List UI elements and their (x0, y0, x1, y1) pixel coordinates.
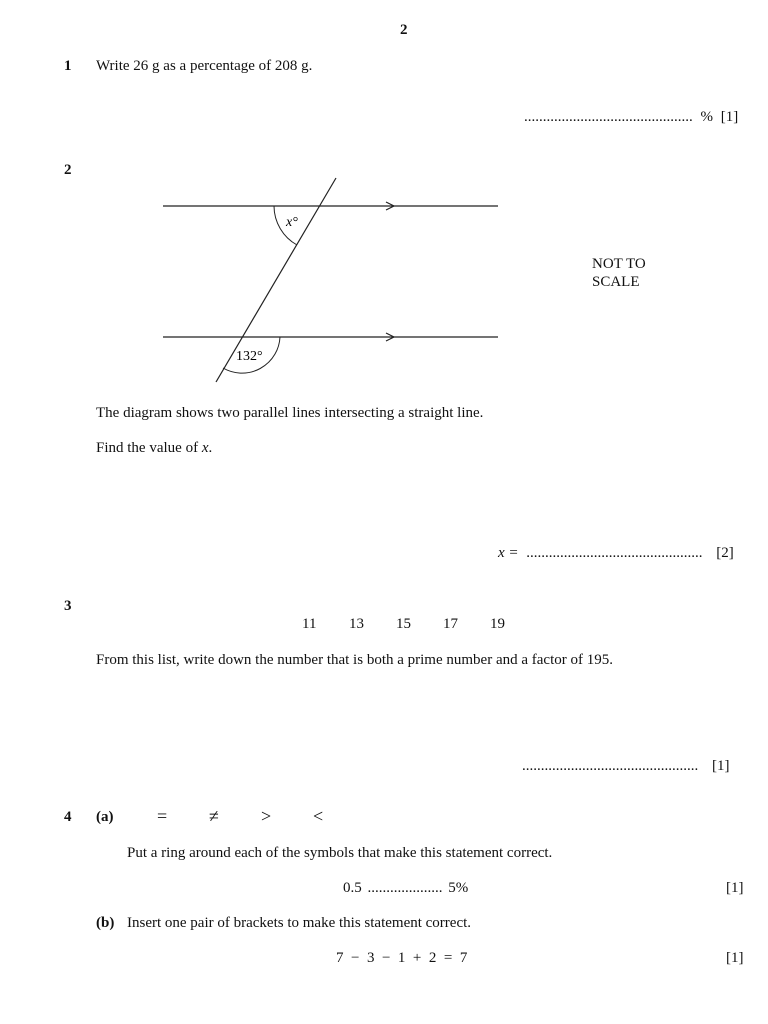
q1-text: Write 26 g as a percentage of 208 g. (96, 58, 313, 74)
q2-answer-line[interactable]: ............................................... (526, 545, 703, 561)
q4-number: 4 (64, 809, 72, 825)
q2-text2-var: x (201, 440, 209, 456)
q4b-statement: 7 − 3 − 1 + 2 = 7 (336, 950, 468, 966)
q3-answer-line[interactable]: ............................................... (522, 758, 699, 774)
q2-number: 2 (64, 162, 72, 178)
q4b-text: Insert one pair of brackets to make this statement correct. (127, 915, 472, 931)
parallel-lines-diagram (150, 170, 510, 390)
q3-number: 3 (64, 598, 72, 614)
not-to-scale-line1: NOT TO (592, 256, 646, 272)
q3-number-list (302, 616, 530, 633)
symbol-less-than[interactable]: < (313, 806, 324, 826)
q1-answer-line[interactable]: ............................................. (524, 109, 693, 125)
q3-list-item: 11 (302, 616, 317, 632)
q3-list-item: 15 (396, 616, 411, 632)
symbol-greater-than[interactable]: > (261, 806, 272, 826)
q3-text: From this list, write down the number that is both a prime number and a factor of 195. (96, 652, 613, 668)
not-to-scale-line2: SCALE (592, 274, 640, 290)
angle-132-label: 132° (236, 349, 263, 364)
q2-text2-suffix: . (208, 440, 213, 456)
q3-list-item: 13 (349, 616, 364, 632)
q2-text2 (96, 440, 212, 457)
not-to-scale-label (592, 255, 646, 291)
q4b-marks: [1] (726, 950, 744, 966)
q2-text1: The diagram shows two parallel lines intersecting a straight line. (96, 405, 484, 421)
page-number: 2 (400, 22, 408, 38)
q4a-statement-dots[interactable]: .................... (367, 880, 443, 896)
angle-x-label: x° (286, 215, 298, 230)
symbol-not-equal[interactable]: ≠ (209, 806, 219, 826)
q1-marks: [1] (720, 109, 739, 125)
q1-unit: % (700, 109, 713, 125)
q4a-text: Put a ring around each of the symbols that make this statement correct. (127, 845, 553, 861)
q2-text2-prefix: Find the value of (96, 440, 202, 456)
q4a-label: (a) (96, 809, 114, 825)
q4a-marks: [1] (726, 880, 744, 896)
q4a-statement-right: 5% (448, 880, 469, 896)
q3-answer-area (522, 758, 730, 775)
q1-number: 1 (64, 58, 72, 74)
q4a-statement (343, 880, 468, 897)
q3-marks: [1] (712, 758, 730, 774)
q2-answer-area (498, 545, 734, 562)
q4a-symbols (157, 806, 343, 827)
q2-marks: [2] (716, 545, 734, 561)
q4b-label: (b) (96, 915, 115, 931)
q4a-statement-left: 0.5 (343, 880, 362, 896)
symbol-equals[interactable]: = (157, 806, 168, 826)
q3-list-item: 17 (443, 616, 458, 632)
q2-answer-label: x = (498, 545, 519, 561)
q1-answer-area (524, 109, 738, 126)
q3-list-item: 19 (490, 616, 505, 632)
